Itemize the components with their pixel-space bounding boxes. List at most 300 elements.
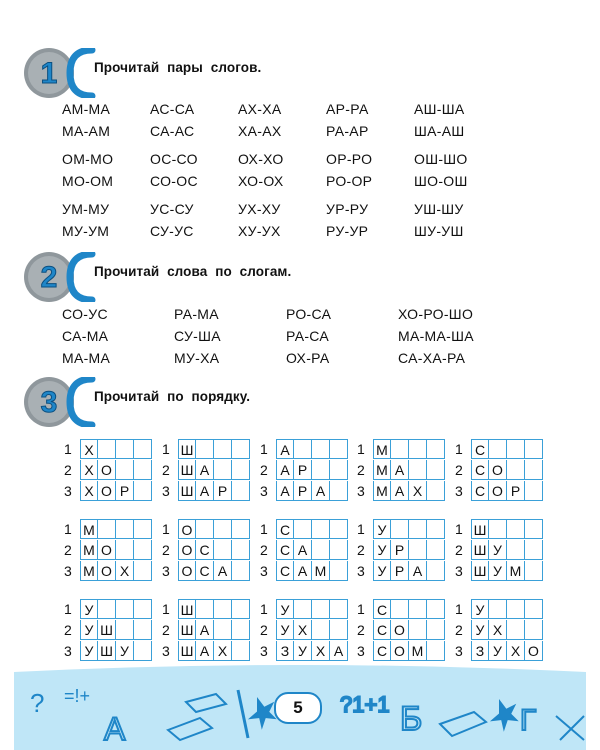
letter-cell: Х [116,561,134,581]
letter-cell: Ш [178,620,196,640]
letter-cell [427,540,445,560]
letter-grid-row [162,459,250,480]
letter-grid-block [64,518,152,581]
letter-cell: С [373,599,391,619]
letter-grid-row [64,518,152,539]
letter-cell: С [276,561,294,581]
row-number: 1 [357,600,365,617]
row-number: 3 [64,642,72,659]
letter-cell: А [294,561,312,581]
row-number: 2 [357,541,365,558]
letter-cell [116,439,134,459]
row-number: 3 [260,562,268,579]
letter-cell: У [489,540,507,560]
page-number: 5 [274,692,322,724]
syllable-word: ОХ-РА [286,350,330,366]
letter-cell: У [276,620,294,640]
letter-cell: А [312,481,330,501]
letter-grid-row [64,640,152,661]
letter-cell [134,460,152,480]
letter-cell [427,481,445,501]
letter-cell: Х [409,481,427,501]
letter-cell [312,439,330,459]
letter-cell: У [80,620,98,640]
letter-grid-row [455,560,543,581]
letter-cell: А [196,460,214,480]
letter-cell: А [294,540,312,560]
row-number: 1 [455,600,463,617]
row-number: 1 [162,520,170,537]
letter-cell: С [471,439,489,459]
letter-cell: У [294,641,312,661]
row-number: 2 [64,621,72,638]
row-number: 2 [357,621,365,638]
letter-cell [232,561,250,581]
row-number: 2 [162,461,170,478]
letter-cell: У [373,561,391,581]
letter-cell [232,519,250,539]
letter-cell [134,439,152,459]
letter-cell: У [489,641,507,661]
letter-g-icon: Г [520,704,537,737]
syllable-pair: ОХ-ХО [238,151,284,167]
bracket-icon [66,377,96,427]
letter-cell: Р [294,460,312,480]
letter-grid-row [357,480,445,501]
letter-cell: Ш [178,641,196,661]
letter-grid-block [455,598,543,661]
letter-cell [232,439,250,459]
row-number: 2 [260,461,268,478]
syllable-pair: АР-РА [326,101,369,117]
row-number: 2 [162,541,170,558]
letter-grid-row [64,438,152,459]
letter-cell: С [196,561,214,581]
row-number: 1 [162,600,170,617]
syllable-word: МА-МА [62,350,111,366]
letter-grid-row [260,619,348,640]
letter-cell [507,519,525,539]
letter-cell: А [276,439,294,459]
letter-cell [427,641,445,661]
letter-cell: О [98,540,116,560]
syllable-word: СО-УС [62,306,108,322]
letter-grid-row [260,598,348,619]
letter-cell: Х [80,460,98,480]
syllable-word: РА-СА [286,328,330,344]
letter-cell: У [373,519,391,539]
letter-cell [116,599,134,619]
letter-cell: О [489,460,507,480]
letter-cell: А [196,620,214,640]
bracket-icon [66,48,96,98]
letter-cell [134,561,152,581]
letter-cell: У [471,620,489,640]
letter-grid-row [64,560,152,581]
syllable-word: СА-МА [62,328,109,344]
letter-cell: З [471,641,489,661]
letter-cell: М [80,540,98,560]
letter-grid-row [260,438,348,459]
letter-cell: Ш [98,620,116,640]
letter-cell [134,641,152,661]
letter-grid-row [455,619,543,640]
syllable-pairs-grid [62,98,502,242]
letter-cell [312,519,330,539]
task-1-title: Прочитай пары слогов. [94,60,262,75]
letter-cell [232,599,250,619]
syllable-pair: УР-РУ [326,201,369,217]
letter-grid-block [64,438,152,501]
letter-cell [409,620,427,640]
letter-grid-block [162,438,250,501]
letter-cell: С [373,620,391,640]
row-number: 2 [162,621,170,638]
letter-cell [525,620,543,640]
syllable-pair: СУ-УС [150,223,194,239]
letter-cell [312,599,330,619]
letter-cell: О [178,540,196,560]
syllable-pair: АХ-ХА [238,101,282,117]
letter-cell [427,599,445,619]
letter-grid-row [64,459,152,480]
letter-cell: М [80,561,98,581]
syllable-pair: МА-АМ [62,123,111,139]
math-1plus1-icon: ?1+1 [340,692,390,717]
letter-cell [330,599,348,619]
syllable-pair: АМ-МА [62,101,111,117]
letter-cell: А [391,460,409,480]
letter-cell [294,439,312,459]
syllable-pair: РА-АР [326,123,369,139]
letter-cell: О [391,641,409,661]
letter-cell [134,481,152,501]
letter-cell: Х [80,481,98,501]
task-1-number: 1 [40,57,58,90]
syllable-word: МУ-ХА [174,350,220,366]
syllable-pair: МУ-УМ [62,223,110,239]
syllable-pair: АШ-ША [414,101,465,117]
letter-cell: А [409,561,427,581]
letter-cell [427,460,445,480]
letter-b-icon: Б [400,700,423,738]
letter-cell: С [276,540,294,560]
row-number: 3 [455,482,463,499]
letter-cell [232,641,250,661]
syllable-pair: ШУ-УШ [414,223,464,239]
letter-cell: О [489,481,507,501]
letter-cell [525,481,543,501]
letter-grid-row [357,518,445,539]
letter-grid-block [357,438,445,501]
letter-grid-block [260,598,348,661]
letter-cell: Р [294,481,312,501]
row-number: 3 [357,482,365,499]
letter-grid-row [455,480,543,501]
syllable-pair: ОМ-МО [62,151,114,167]
letter-grid-row [455,438,543,459]
letter-cell [507,599,525,619]
letter-cell: С [196,540,214,560]
letter-grid-block [357,598,445,661]
letter-grid-row [162,480,250,501]
letter-cell: Ш [178,481,196,501]
row-number: 1 [64,520,72,537]
task-2-header [22,250,582,306]
letter-grid-row [260,640,348,661]
letter-cell: Р [391,540,409,560]
task-3-title: Прочитай по порядку. [94,389,251,404]
letter-grid-block [162,598,250,661]
letter-cell [214,620,232,640]
letter-cell: Р [391,561,409,581]
letter-grid-row [455,640,543,661]
row-number: 2 [455,461,463,478]
letter-cell [409,599,427,619]
letter-cell [489,439,507,459]
letter-cell [330,620,348,640]
letter-cell [525,460,543,480]
row-number: 2 [64,541,72,558]
letter-grid-row [357,619,445,640]
letter-grid-row [64,480,152,501]
letter-cell [312,540,330,560]
letter-cell [525,540,543,560]
letter-cell [427,561,445,581]
row-number: 2 [455,621,463,638]
letter-cell: Ш [98,641,116,661]
letter-cell [427,620,445,640]
letter-cell [330,519,348,539]
letter-cell [312,460,330,480]
row-number: 2 [64,461,72,478]
letter-cell [196,599,214,619]
letter-cell: Х [80,439,98,459]
letter-cell [134,620,152,640]
letter-cell: Х [507,641,525,661]
letter-cell [525,561,543,581]
letter-cell [214,460,232,480]
letter-cell [507,439,525,459]
letter-cell [507,460,525,480]
letter-cell [330,561,348,581]
question-mark-icon: ? [30,688,45,718]
syllable-pair: ШО-ОШ [414,173,468,189]
row-number: 3 [357,642,365,659]
letter-cell [525,439,543,459]
syllable-word: СУ-ША [174,328,221,344]
letter-grid-block [64,598,152,661]
letter-cell: Р [116,481,134,501]
syllable-word: СА-ХА-РА [398,350,466,366]
letter-cell [116,620,134,640]
syllable-pair: МО-ОМ [62,173,114,189]
letter-cell: С [373,641,391,661]
letter-cell [330,439,348,459]
letter-cell: М [80,519,98,539]
letter-grid-block [455,438,543,501]
letter-cell: С [471,460,489,480]
letter-cell [391,599,409,619]
letter-cell: С [471,481,489,501]
letter-cell: Ш [178,599,196,619]
letter-cell [409,540,427,560]
bracket-icon [66,252,96,302]
letter-cell [330,460,348,480]
letter-cell [134,599,152,619]
letter-grid-row [357,459,445,480]
letter-cell [232,481,250,501]
letter-cell [116,540,134,560]
row-number: 2 [260,541,268,558]
letter-grid-row [162,518,250,539]
letter-cell: Ш [471,561,489,581]
letter-cell: М [373,439,391,459]
letter-cell: О [98,561,116,581]
letter-cell: Ш [471,540,489,560]
letter-cell: О [178,561,196,581]
letter-cell [134,519,152,539]
syllable-word: ХО-РО-ШО [398,306,474,322]
letter-cell: Р [507,481,525,501]
row-number: 1 [357,440,365,457]
letter-cell [232,620,250,640]
letter-grid-row [455,518,543,539]
letter-grid-row [260,539,348,560]
row-number: 3 [357,562,365,579]
letter-grid-block [357,518,445,581]
letter-grid-row [455,598,543,619]
letter-cell [232,540,250,560]
letter-cell: У [116,641,134,661]
row-number: 1 [162,440,170,457]
syllable-pair: ХО-ОХ [238,173,284,189]
letter-cell [312,620,330,640]
row-number: 1 [64,600,72,617]
row-number: 3 [455,562,463,579]
letter-cell: Х [294,620,312,640]
letter-cell [391,439,409,459]
letter-cell: А [196,641,214,661]
task-2-title: Прочитай слова по слогам. [94,264,292,279]
letter-cell [525,519,543,539]
syllable-pair: УС-СУ [150,201,194,217]
syllable-words-grid [62,303,518,369]
letter-cell: Х [214,641,232,661]
row-number: 2 [455,541,463,558]
letter-cell: У [489,561,507,581]
syllable-pair: ОС-СО [150,151,198,167]
letter-grid-row [162,438,250,459]
row-number: 3 [64,562,72,579]
syllable-word: РО-СА [286,306,332,322]
task-2-number: 2 [40,261,58,294]
letter-grid-block [260,438,348,501]
syllable-pair: УХ-ХУ [238,201,281,217]
letter-grid-block [162,518,250,581]
letter-cell [507,620,525,640]
syllable-pair: УМ-МУ [62,201,110,217]
letter-cell [489,599,507,619]
letter-cell [507,540,525,560]
letter-grid-row [64,598,152,619]
letter-grid-row [357,560,445,581]
letter-cell: О [98,481,116,501]
letter-grid-row [162,560,250,581]
letter-grid-row [162,539,250,560]
math-doodle-icon: =!+ [64,686,91,706]
letter-cell: Ш [178,460,196,480]
letter-cell [214,439,232,459]
letter-cell [116,460,134,480]
syllable-pair: АС-СА [150,101,195,117]
letter-cell: С [276,519,294,539]
letter-cell: М [409,641,427,661]
syllable-pair: УШ-ШУ [414,201,464,217]
letter-cell: У [373,540,391,560]
letter-cell [232,460,250,480]
letter-cell [98,439,116,459]
syllable-pair: ХУ-УХ [238,223,281,239]
letter-grid-row [260,560,348,581]
syllable-pair: СО-ОС [150,173,198,189]
syllable-pair: РО-ОР [326,173,373,189]
letter-cell [98,599,116,619]
letter-cell: М [373,460,391,480]
row-number: 1 [260,520,268,537]
letter-cell [409,439,427,459]
row-number: 1 [455,520,463,537]
letter-grid-row [357,640,445,661]
letter-cell: У [80,641,98,661]
letter-cell: А [196,481,214,501]
letter-grid-row [162,619,250,640]
letter-grid-row [455,539,543,560]
letter-grid-row [260,518,348,539]
row-number: 1 [357,520,365,537]
letter-cell: М [373,481,391,501]
letter-cell [196,439,214,459]
row-number: 3 [260,482,268,499]
letter-cell [489,519,507,539]
letter-cell [427,439,445,459]
row-number: 2 [260,621,268,638]
letter-cell: Х [489,620,507,640]
letter-grid-row [357,598,445,619]
row-number: 1 [455,440,463,457]
letter-cell [294,599,312,619]
syllable-pair: ОШ-ШО [414,151,468,167]
letter-cell [525,599,543,619]
letter-grid-row [357,438,445,459]
letter-cell: М [312,561,330,581]
letter-cell: Ш [178,439,196,459]
letter-cell [196,519,214,539]
letter-a-icon: А [104,711,126,747]
syllable-word: РА-МА [174,306,219,322]
task-1-header [22,46,582,102]
letter-cell: А [214,561,232,581]
letter-cell: О [391,620,409,640]
row-number: 1 [260,600,268,617]
row-number: 1 [260,440,268,457]
letter-grid-row [357,539,445,560]
letter-grid-row [260,480,348,501]
syllable-pair: ОР-РО [326,151,373,167]
syllable-pair: РУ-УР [326,223,369,239]
task-3-number: 3 [40,386,58,419]
letter-cell: У [80,599,98,619]
